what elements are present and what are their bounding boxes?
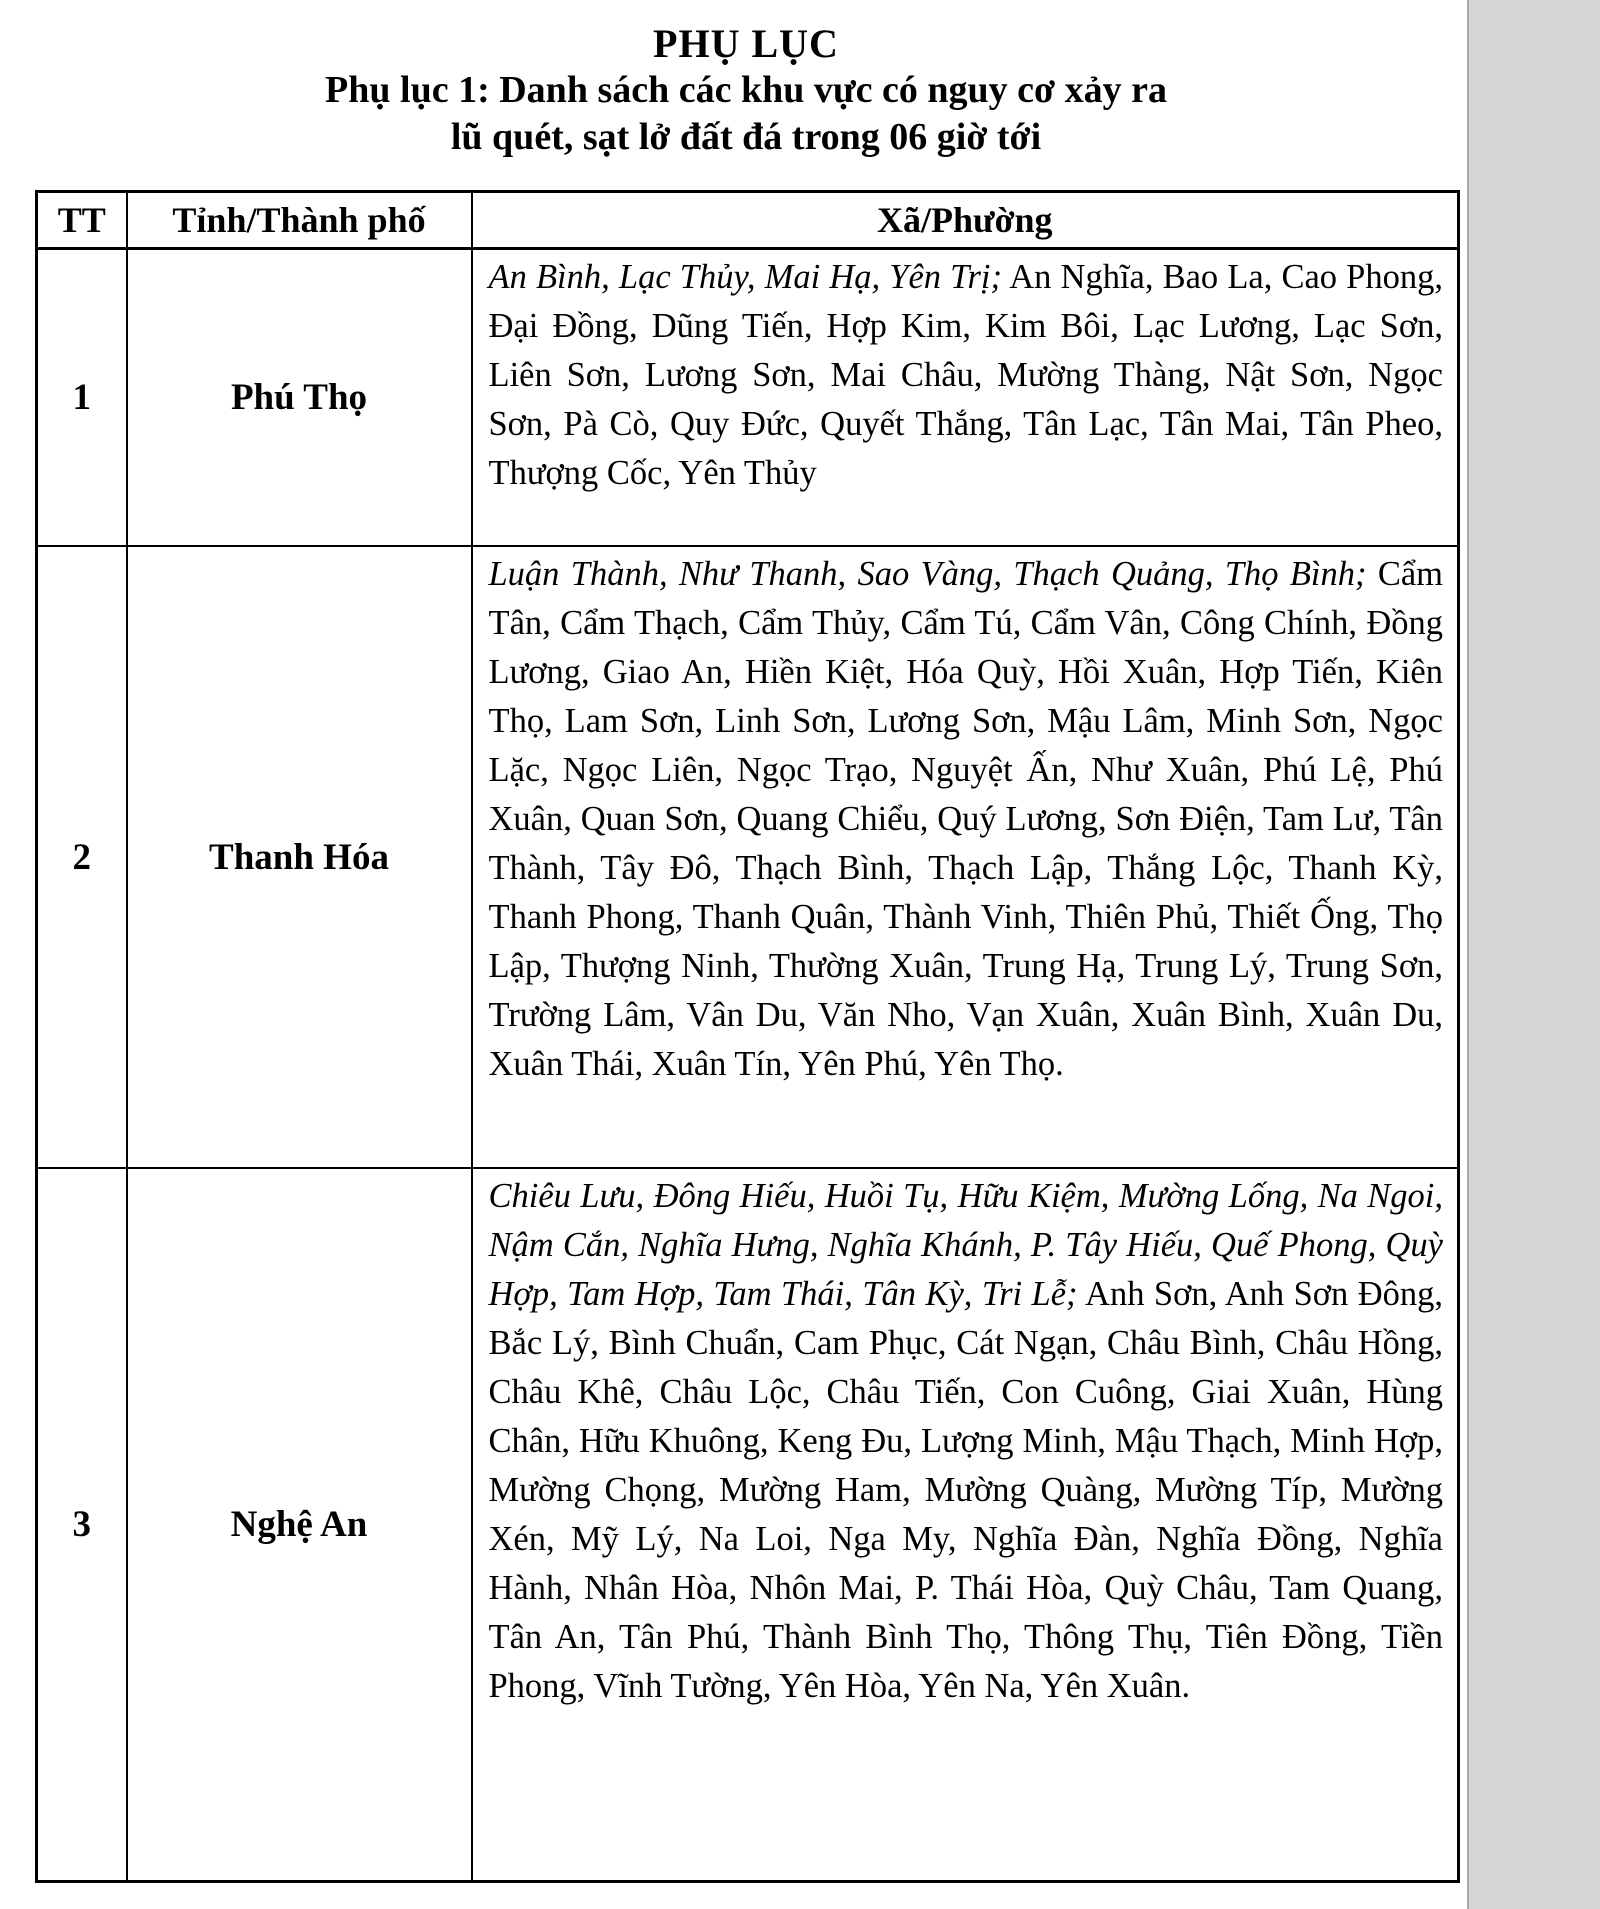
title-block [35, 20, 1457, 161]
header-tt: TT [37, 192, 127, 249]
page-subtitle-line1: Phụ lục 1: Danh sách các khu vực có nguy cơ xảy ra [325, 69, 1167, 111]
commune-list [472, 249, 1459, 547]
commune-list-regular-part: Anh Sơn, Anh Sơn Đông, Bắc Lý, Bình Chuẩn, Cam Phục, Cát Ngạn, Châu Bình, Châu Hồng, Châu Khê, Châu Lộc, Châu Tiến, Con Cuông, Giai Xuân, Hùng Chân, Hữu Khuông, Keng Đu, Lượng Minh, Mậu Thạch, Minh Hợp, Mường Chọng, Mường Ham, Mường Quàng, Mường Típ, Mường Xén, Mỹ Lý, Na Loi, Nga My, Nghĩa Đàn, Nghĩa Đồng, Nghĩa Hành, Nhân Hòa, Nhôn Mai, P. Thái Hòa, Quỳ Châu, Tam Quang, Tân An, Tân Phú, Thành Bình Thọ, Thông Thụ, Tiên Đồng, Tiền Phong, Vĩnh Tường, Yên Hòa, Yên Na, Yên Xuân. [488, 1275, 1444, 1705]
commune-list-regular-part: Cẩm Tân, Cẩm Thạch, Cẩm Thủy, Cẩm Tú, Cẩm Vân, Công Chính, Đồng Lương, Giao An, Hiền Kiệt, Hóa Quỳ, Hồi Xuân, Hợp Tiến, Kiên Thọ, Lam Sơn, Linh Sơn, Lương Sơn, Mậu Lâm, Minh Sơn, Ngọc Lặc, Ngọc Liên, Ngọc Trạo, Nguyệt Ấn, Như Xuân, Phú Lệ, Phú Xuân, Quan Sơn, Quang Chiểu, Quý Lương, Sơn Điện, Tam Lư, Tân Thành, Tây Đô, Thạch Bình, Thạch Lập, Thắng Lộc, Thanh Kỳ, Thanh Phong, Thanh Quân, Thành Vinh, Thiên Phủ, Thiết Ống, Thọ Lập, Thượng Ninh, Thường Xuân, Trung Hạ, Trung Lý, Trung Sơn, Trường Lâm, Vân Du, Văn Nho, Vạn Xuân, Xuân Bình, Xuân Du, Xuân Thái, Xuân Tín, Yên Phú, Yên Thọ. [488, 555, 1444, 1083]
commune-list-italic-part: Chiêu Lưu, Đông Hiếu, Huồi Tụ, Hữu Kiệm, Mường Lống, Na Ngoi, Nậm Cắn, Nghĩa Hưng, Nghĩa Khánh, P. Tây Hiếu, Quế Phong, Quỳ Hợp, Tam Hợp, Tam Thái, Tân Kỳ, Tri Lễ; [488, 1177, 1443, 1313]
table-row-thanh-hoa [37, 546, 1459, 1168]
risk-areas-table [35, 190, 1460, 1883]
commune-list-regular-part: An Nghĩa, Bao La, Cao Phong, Đại Đồng, Dũng Tiến, Hợp Kim, Kim Bôi, Lạc Lương, Lạc Sơn, Liên Sơn, Lương Sơn, Mai Châu, Mường Thàng, Nật Sơn, Ngọc Sơn, Pà Cò, Quy Đức, Quyết Thắng, Tân Lạc, Tân Mai, Tân Pheo, Thượng Cốc, Yên Thủy [488, 258, 1443, 492]
page-subtitle-line2: lũ quét, sạt lở đất đá trong 06 giờ tới [450, 116, 1042, 158]
header-province: Tỉnh/Thành phố [127, 192, 472, 249]
table-header-row [37, 192, 1459, 249]
row-number: 2 [37, 546, 127, 1168]
province-name: Nghệ An [127, 1168, 472, 1882]
province-name: Thanh Hóa [127, 546, 472, 1168]
commune-list [472, 546, 1459, 1168]
table-row-phu-tho [37, 249, 1459, 547]
page-title: PHỤ LỤC [653, 21, 839, 66]
commune-list-italic-part: Luận Thành, Như Thanh, Sao Vàng, Thạch Quảng, Thọ Bình; [488, 555, 1367, 593]
header-commune: Xã/Phường [472, 192, 1459, 249]
page-edge-strip [1467, 0, 1600, 1909]
row-number: 3 [37, 1168, 127, 1882]
province-name: Phú Thọ [127, 249, 472, 547]
table-row-nghe-an [37, 1168, 1459, 1882]
commune-list [472, 1168, 1459, 1882]
commune-list-italic-part: An Bình, Lạc Thủy, Mai Hạ, Yên Trị; [488, 258, 1002, 296]
row-number: 1 [37, 249, 127, 547]
